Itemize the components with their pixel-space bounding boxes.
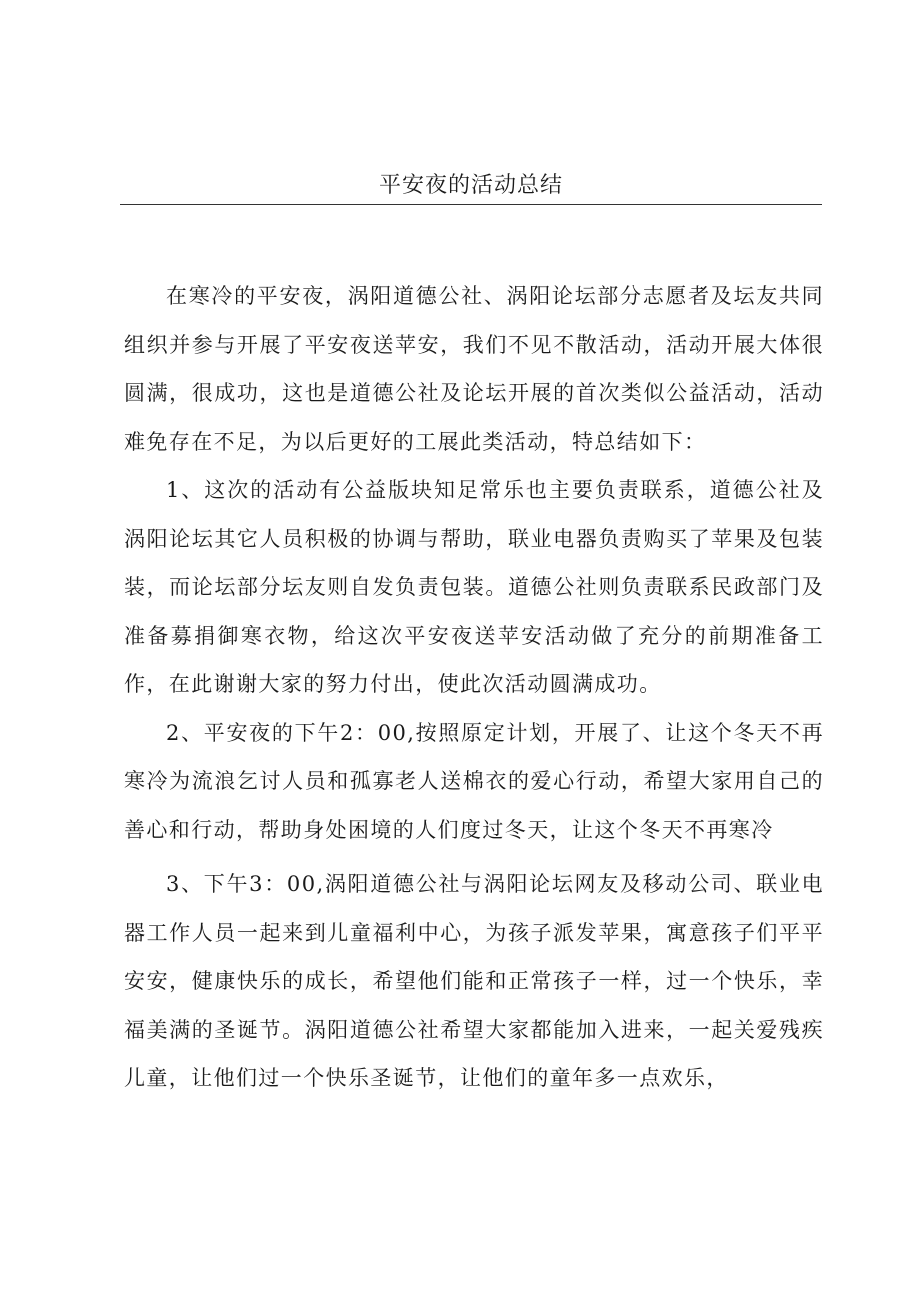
paragraph-2: 2、平安夜的下午2：00,按照原定计划，开展了、让这个冬天不再寒冷为流浪乞讨人员和孤寡老人送棉衣的爱心行动，希望大家用自己的善心和行动，帮助身处困境的人们度过冬天，让这个冬天不再寒冷 bbox=[124, 720, 824, 842]
document-title: 平安夜的活动总结 bbox=[378, 173, 563, 198]
document-body bbox=[124, 272, 824, 1103]
paragraph-3: 3、下午3：00,涡阳道德公社与涡阳论坛网友及移动公司、联业电器工作人员一起来到儿童福利中心，为孩子派发苹果，寓意孩子们平平安安，健康快乐的成长，希望他们能和正常孩子一样，过一个快乐，幸福美满的圣诞节。涡阳道德公社希望大家都能加入进来，一起关爱残疾儿童，让他们过一个快乐圣诞节，让他们的童年多一点欢乐， bbox=[124, 872, 824, 1090]
paragraph-1: 1、这次的活动有公益版块知足常乐也主要负责联系，道德公社及涡阳论坛其它人员积极的协调与帮助，联业电器负责购买了苹果及包装装，而论坛部分坛友则自发负责包装。道德公社则负责联系民政部门及准备募捐御寒衣物，给这次平安夜送苹安活动做了充分的前期准备工作，在此谢谢大家的努力付出，使此次活动圆满成功。 bbox=[124, 478, 824, 696]
title-underline bbox=[120, 204, 822, 205]
paragraph-intro: 在寒冷的平安夜，涡阳道德公社、涡阳论坛部分志愿者及坛友共同组织并参与开展了平安夜送苹安，我们不见不散活动，活动开展大体很圆满，很成功，这也是道德公社及论坛开展的首次类似公益活动，活动难免存在不足，为以后更好的工展此类活动，特总结如下： bbox=[124, 284, 824, 454]
